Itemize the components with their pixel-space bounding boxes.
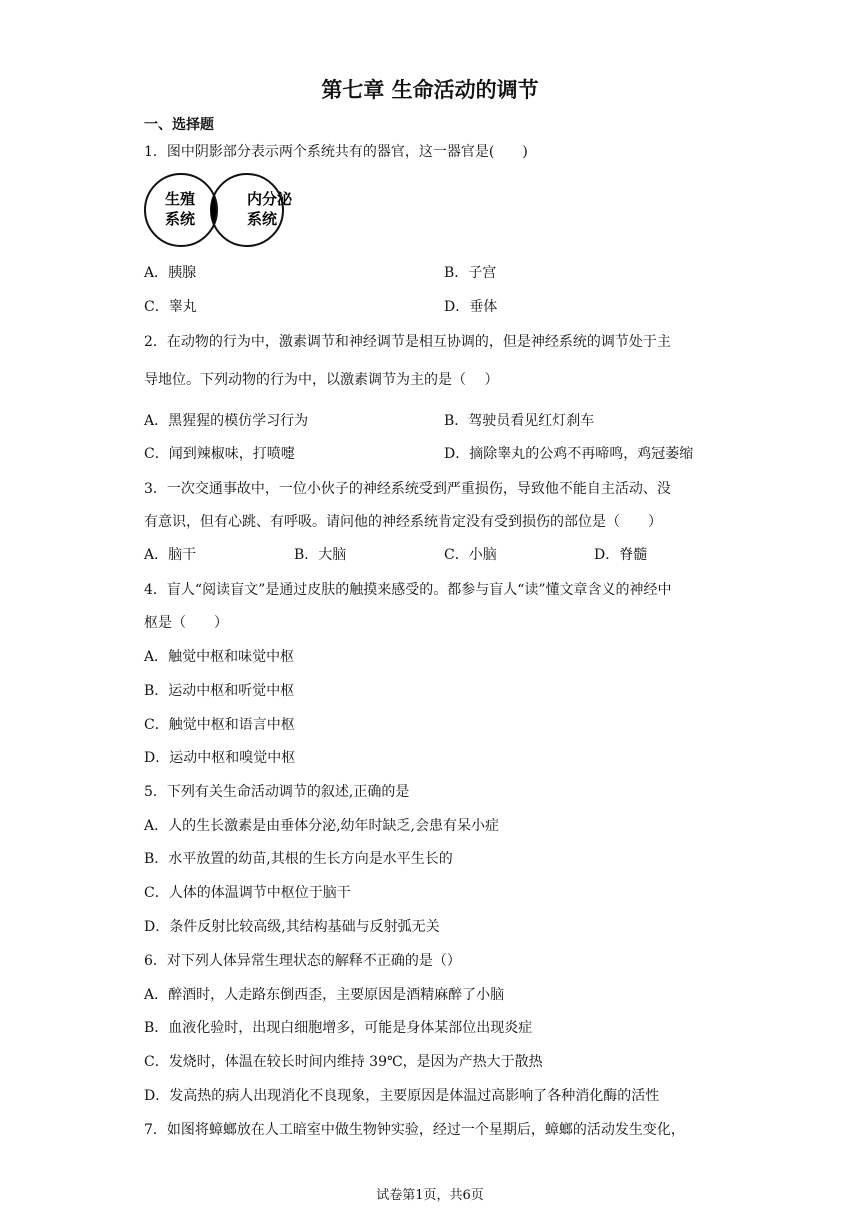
venn-left-label-1: 生殖 <box>165 190 196 208</box>
venn-diagram <box>143 170 309 250</box>
q4-option-a: A．触觉中枢和味觉中枢 <box>144 649 295 665</box>
q5-option-c: C．人体的体温调节中枢位于脑干 <box>144 885 351 901</box>
page-title: 第七章 生命活动的调节 <box>321 78 539 102</box>
venn-right-label-2: 系统 <box>247 210 278 228</box>
q1-option-b: B．子宫 <box>444 265 497 281</box>
question-4-stem-line2: 枢是（ ） <box>144 615 228 631</box>
q2-option-a: A．黑猩猩的模仿学习行为 <box>144 413 309 429</box>
question-7-stem-line1: 7．如图将蟑螂放在人工暗室中做生物钟实验，经过一个星期后，蟑螂的活动发生变化， <box>144 1122 685 1138</box>
page-footer: 试卷第1页，共6页 <box>376 1188 484 1203</box>
q6-option-a: A．醉酒时，人走路东倒西歪，主要原因是酒精麻醉了小脑 <box>144 987 505 1003</box>
q3-option-b: B．大脑 <box>294 547 347 563</box>
venn-right-label-1: 内分泌 <box>247 190 293 208</box>
question-1-stem: 1．图中阴影部分表示两个系统共有的器官，这一器官是( ) <box>144 144 528 160</box>
question-3-stem-line1: 3．一次交通事故中，一位小伙子的神经系统受到严重损伤，导致他不能自主活动、没 <box>144 481 671 497</box>
q2-option-d: D．摘除睾丸的公鸡不再啼鸣，鸡冠萎缩 <box>444 446 694 462</box>
q1-option-d: D．垂体 <box>444 299 498 315</box>
question-6-stem: 6．对下列人体异常生理状态的解释不正确的是（） <box>144 953 461 969</box>
q1-option-a: A．胰腺 <box>144 265 197 281</box>
q3-option-d: D．脊髓 <box>594 547 648 563</box>
q6-option-c: C．发烧时，体温在较长时间内维持 39℃，是因为产热大于散热 <box>144 1054 543 1070</box>
q2-option-c: C．闻到辣椒味，打喷嚏 <box>144 446 295 462</box>
q1-option-c: C．睾丸 <box>144 299 197 315</box>
venn-left-label-2: 系统 <box>165 210 196 228</box>
q3-option-a: A．脑干 <box>144 547 197 563</box>
question-5-stem: 5．下列有关生命活动调节的叙述,正确的是 <box>144 784 410 800</box>
question-2-stem-line1: 2．在动物的行为中，激素调节和神经调节是相互协调的，但是神经系统的调节处于主 <box>144 334 671 350</box>
question-4-stem-line1: 4．盲人“阅读盲文”是通过皮肤的触摸来感受的。都参与盲人“读”懂文章含义的神经中 <box>144 582 672 598</box>
q2-option-b: B．驾驶员看见红灯刹车 <box>444 413 595 429</box>
q4-option-b: B．运动中枢和听觉中枢 <box>144 683 295 699</box>
q5-option-a: A．人的生长激素是由垂体分泌,幼年时缺乏,会患有呆小症 <box>144 818 500 834</box>
question-2-stem-line2: 导地位。下列动物的行为中，以激素调节为主的是（ ） <box>144 372 499 388</box>
q6-option-d: D．发高热的病人出现消化不良现象，主要原因是体温过高影响了各种消化酶的活性 <box>144 1088 660 1104</box>
question-3-stem-line2: 有意识，但有心跳、有呼吸。请问他的神经系统肯定没有受到损伤的部位是（ ） <box>144 514 662 530</box>
q3-option-c: C．小脑 <box>444 547 497 563</box>
section-heading: 一、选择题 <box>144 117 214 133</box>
q4-option-c: C．触觉中枢和语言中枢 <box>144 717 295 733</box>
q5-option-b: B．水平放置的幼苗,其根的生长方向是水平生长的 <box>144 851 453 867</box>
q4-option-d: D．运动中枢和嗅觉中枢 <box>144 750 296 766</box>
q5-option-d: D．条件反射比较高级,其结构基础与反射弧无关 <box>144 919 440 935</box>
q6-option-b: B．血液化验时，出现白细胞增多，可能是身体某部位出现炎症 <box>144 1020 533 1036</box>
